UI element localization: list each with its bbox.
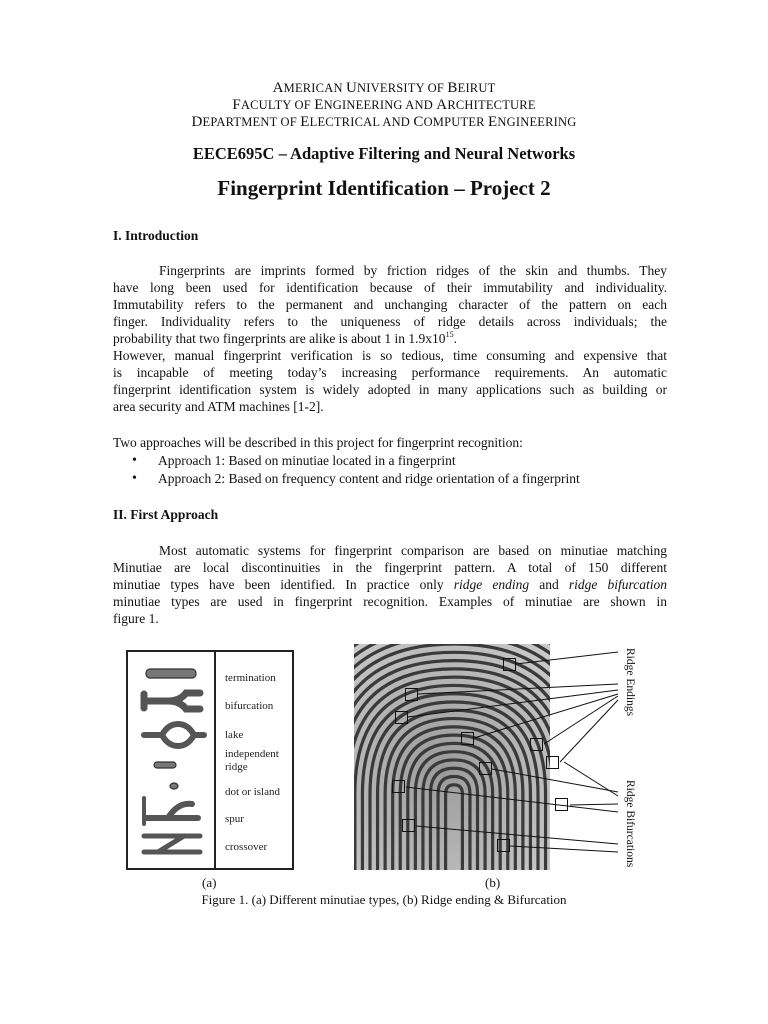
figure-caption: Figure 1. (a) Different minutiae types, (b) Ridge ending & Bifurcation [201, 892, 567, 907]
text-line: area security and ATM machines [1-2]. [113, 399, 324, 414]
ridge-ending-marker [530, 738, 543, 751]
text-line: Fingerprints are imprints formed by friction ridges of the skin and thumbs. They [159, 263, 667, 278]
text-line: minutiae types have been identified. In practice only ridge ending and ridge bifurcation [113, 577, 667, 592]
minutia-label-crossover: crossover [225, 841, 268, 853]
text-line: finger. Individuality refers to the uniqueness of ridge details across individuals; the [113, 314, 667, 329]
text-line: is incapable of meeting today’s increasing performance requirements. An automatic [113, 365, 667, 380]
department-name: DEPARTMENT OF ELECTRICAL AND COMPUTER ENGINEERING [191, 114, 577, 130]
section-heading-introduction: I. Introduction [113, 228, 199, 243]
faculty-name: FACULTY OF ENGINEERING AND ARCHITECTURE [232, 97, 536, 113]
approach-list [113, 452, 580, 487]
minutia-label-lake: lake [225, 729, 244, 741]
figure-a-label: (a) [202, 875, 217, 890]
intro-paragraph-1 [113, 262, 667, 415]
ridge-ending-marker [395, 711, 408, 724]
ridge-bifurcation-marker [555, 798, 568, 811]
ridge-bifurcations-label: Ridge Bifurcations [624, 780, 636, 868]
ridge-ending-marker [405, 688, 418, 701]
text-line: fingerprint identification system is widely adopted in many applications such as building or [113, 382, 667, 397]
ridge-bifurcation-marker [402, 819, 415, 832]
minutia-label-spur: spur [225, 813, 244, 825]
text-line: Minutiae are local discontinuities in the fingerprint pattern. A total of 150 different [113, 560, 667, 575]
minutia-label-dot-or-island: dot or island [225, 786, 280, 798]
section-heading-first-approach: II. First Approach [113, 507, 219, 522]
list-item: • Approach 2: Based on frequency content and ridge orientation of a fingerprint [113, 470, 580, 488]
figure-divider [214, 652, 216, 868]
text-line: Two approaches will be described in this project for fingerprint recognition: [113, 435, 523, 450]
text-line: Immutability refers to the permanent and unchanging character of the pattern on each [113, 297, 667, 312]
minutia-label-bifurcation: bifurcation [225, 700, 274, 712]
minutia-label-independent: independent [225, 748, 279, 760]
independent-ridge-shape [154, 762, 176, 768]
bifurcation-ridge-shape [144, 693, 200, 709]
spur-ridge-shape [146, 804, 198, 818]
page-title: Fingerprint Identification – Project 2 [217, 176, 551, 200]
minutia-label-ridge: ridge [225, 761, 248, 773]
text-line: minutiae types are used in fingerprint recognition. Examples of minutiae are shown in [113, 594, 667, 609]
minutia-label-termination: termination [225, 672, 276, 684]
university-name: AMERICAN UNIVERSITY OF BEIRUT [272, 80, 496, 96]
ridge-ending-marker [461, 732, 474, 745]
minutiae-drawings [128, 652, 292, 868]
list-item: • Approach 1: Based on minutiae located in a fingerprint [113, 452, 580, 470]
dot-or-island-shape [170, 783, 178, 789]
minutiae-types-figure [126, 650, 294, 870]
header-block [0, 80, 768, 131]
text-line: have long been used for identification because of their immutability and individuality. [113, 280, 667, 295]
first-approach-paragraph [113, 542, 667, 627]
text-line: Most automatic systems for fingerprint comparison are based on minutiae matching [159, 543, 667, 558]
ridge-endings-label: Ridge Endings [624, 648, 636, 717]
text-line: figure 1. [113, 611, 159, 626]
text-line: probability that two fingerprints are alike is about 1 in $1.9x10^{15}$. [113, 330, 457, 346]
ridge-ending-marker [546, 756, 559, 769]
ridge-bifurcation-marker [497, 839, 510, 852]
termination-ridge-shape [146, 669, 196, 678]
figure-b-label: (b) [485, 875, 501, 890]
text-line: However, manual fingerprint verification is so tedious, time consuming and expensive that [113, 348, 667, 363]
fingerprint-image [354, 644, 624, 870]
ridge-bifurcation-marker [392, 780, 405, 793]
superscript-exponent: 15 [445, 330, 454, 339]
ridge-ending-marker [503, 658, 516, 671]
intro-paragraph-3 [113, 434, 667, 451]
course-title: EECE695C – Adaptive Filtering and Neural Networks [192, 144, 576, 163]
crossover-ridge-shape [144, 836, 200, 852]
fingerprint-figure [354, 644, 636, 870]
ridge-bifurcation-marker [479, 762, 492, 775]
